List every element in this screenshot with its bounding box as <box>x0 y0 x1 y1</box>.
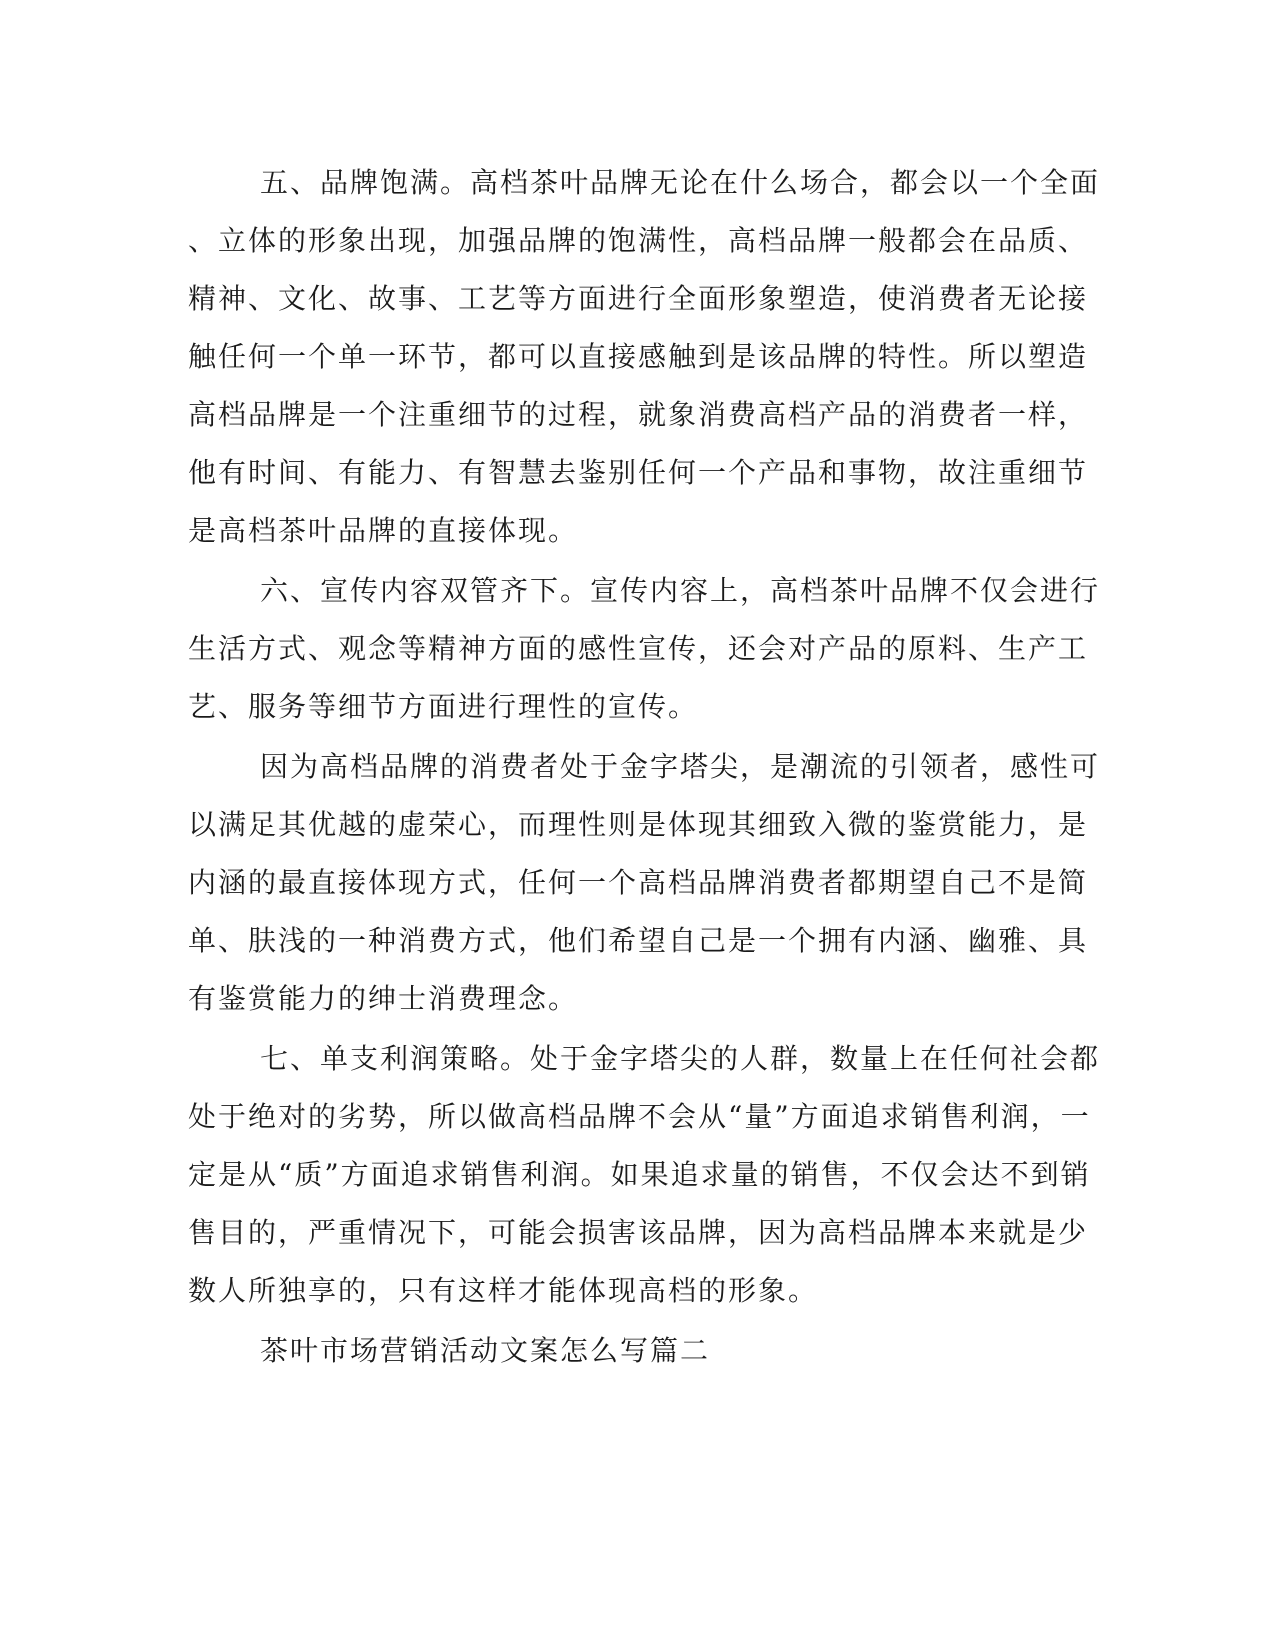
paragraph-8-line-1: 七、单支利润策略。处于金字塔尖的人群，数量上在任何社会都 <box>260 1042 1101 1075</box>
paragraph-5-line-4: 触任何一个单一环节，都可以直接感触到是该品牌的特性。所以塑造 <box>188 340 1089 373</box>
paragraph-7-line-4: 单、肤浅的一种消费方式，他们希望自己是一个拥有内涵、幽雅、具 <box>188 924 1089 957</box>
paragraph-8-line-2: 处于绝对的劣势，所以做高档品牌不会从“量”方面追求销售利润，一 <box>188 1100 1091 1133</box>
paragraph-8-line-3: 定是从“质”方面追求销售利润。如果追求量的销售，不仅会达不到销 <box>188 1158 1091 1191</box>
paragraph-5-line-2: 、立体的形象出现，加强品牌的饱满性，高档品牌一般都会在品质、 <box>188 224 1089 257</box>
paragraph-5-line-6: 他有时间、有能力、有智慧去鉴别任何一个产品和事物，故注重细节 <box>188 456 1089 489</box>
paragraph-5-line-5: 高档品牌是一个注重细节的过程，就象消费高档产品的消费者一样， <box>188 398 1089 431</box>
paragraph-7-line-2: 以满足其优越的虚荣心，而理性则是体现其细致入微的鉴赏能力，是 <box>188 808 1089 841</box>
paragraph-8-line-5: 数人所独享的，只有这样才能体现高档的形象。 <box>188 1274 819 1307</box>
paragraph-5-line-1: 五、品牌饱满。高档茶叶品牌无论在什么场合，都会以一个全面 <box>260 166 1101 199</box>
paragraph-6-line-1: 六、宣传内容双管齐下。宣传内容上，高档茶叶品牌不仅会进行 <box>260 574 1101 607</box>
paragraph-7-line-1: 因为高档品牌的消费者处于金字塔尖，是潮流的引领者，感性可 <box>260 750 1101 783</box>
paragraph-5-line-7: 是高档茶叶品牌的直接体现。 <box>188 514 579 547</box>
paragraph-6-line-3: 艺、服务等细节方面进行理性的宣传。 <box>188 690 699 723</box>
section-heading: 茶叶市场营销活动文案怎么写篇二 <box>260 1334 711 1367</box>
paragraph-7-line-3: 内涵的最直接体现方式，任何一个高档品牌消费者都期望自己不是简 <box>188 866 1089 899</box>
paragraph-7-line-5: 有鉴赏能力的绅士消费理念。 <box>188 982 579 1015</box>
paragraph-6-line-2: 生活方式、观念等精神方面的感性宣传，还会对产品的原料、生产工 <box>188 632 1089 665</box>
paragraph-5-line-3: 精神、文化、故事、工艺等方面进行全面形象塑造，使消费者无论接 <box>188 282 1089 315</box>
paragraph-8-line-4: 售目的，严重情况下，可能会损害该品牌，因为高档品牌本来就是少 <box>188 1216 1089 1249</box>
